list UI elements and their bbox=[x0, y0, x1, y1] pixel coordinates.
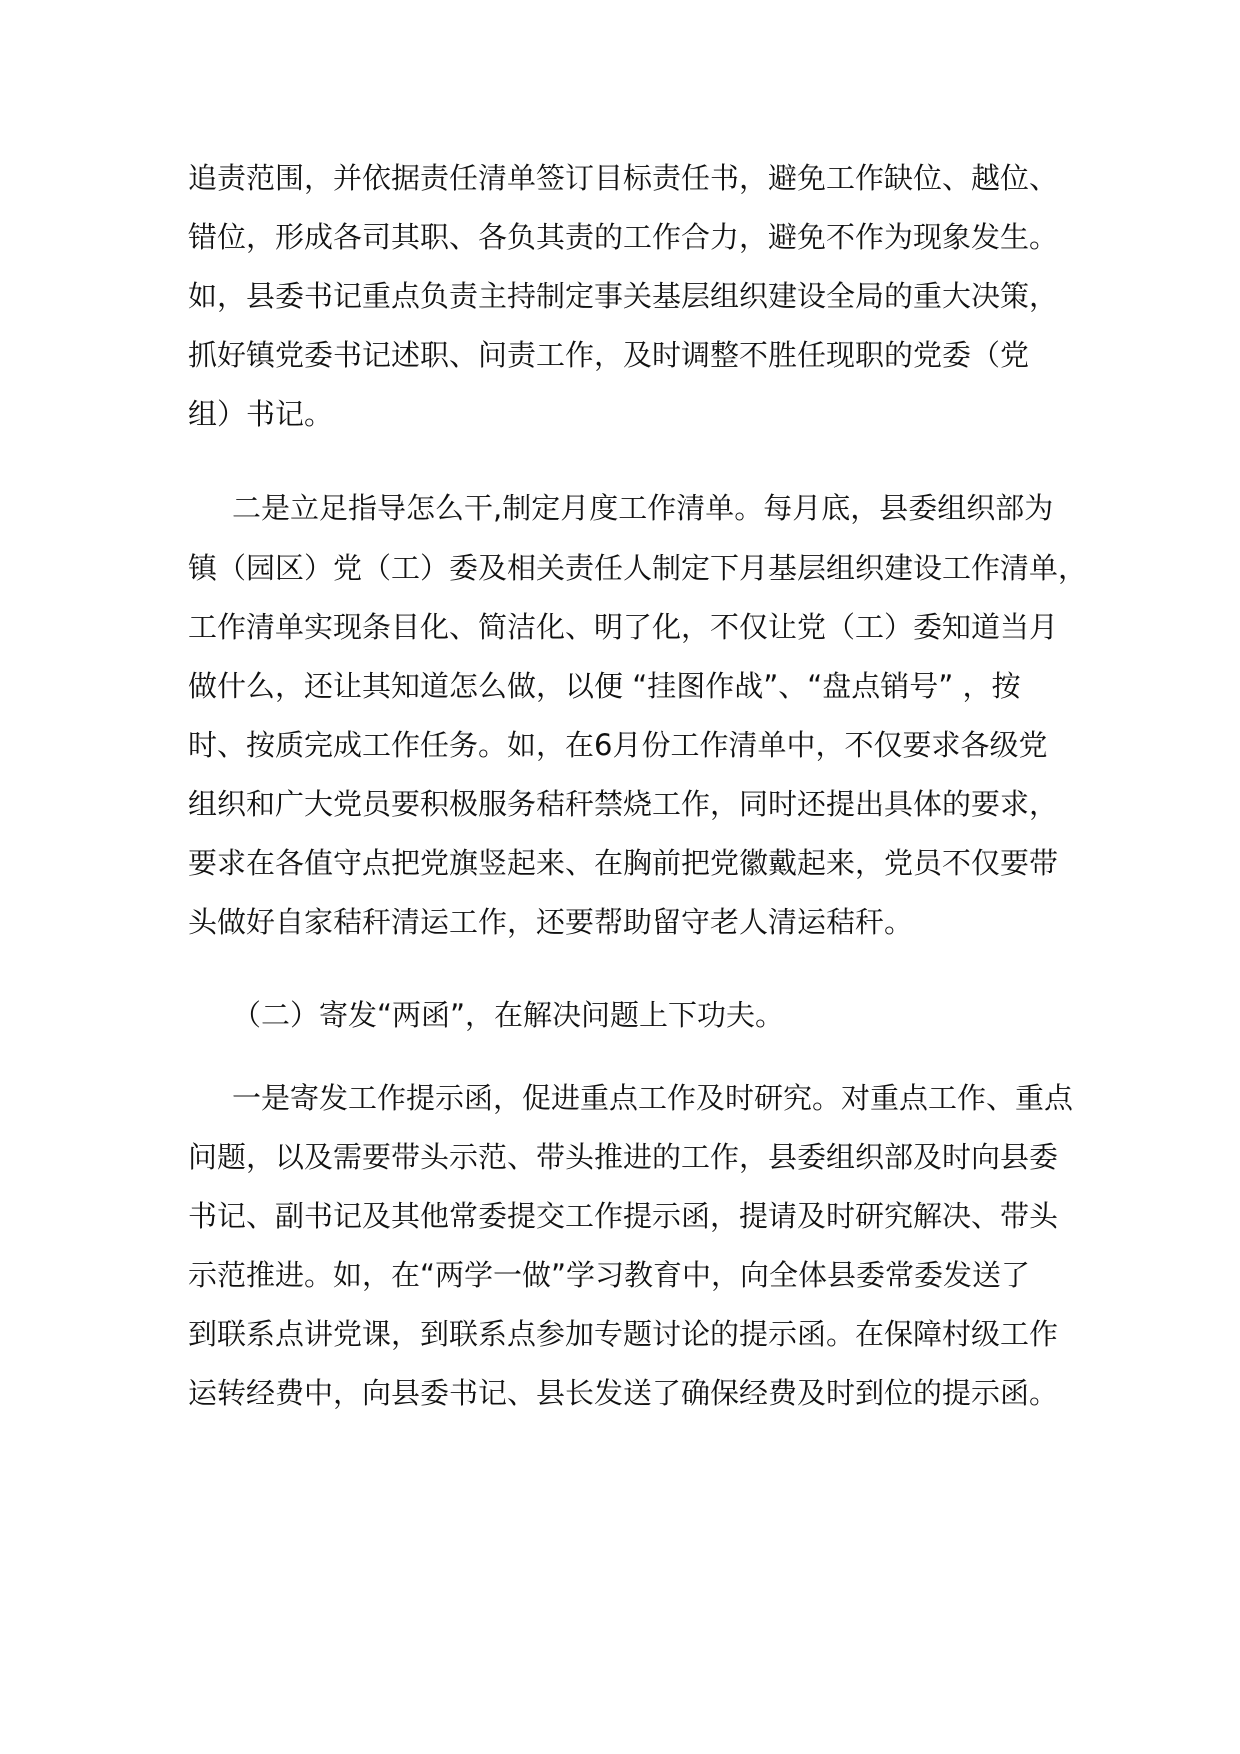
text-line: 问题，以及需要带头示范、带头推进的工作，县委组织部及时向县委 bbox=[188, 1140, 1059, 1174]
text-line: 抓好镇党委书记述职、问责工作，及时调整不胜任现职的党委（党 bbox=[188, 338, 1030, 372]
text-line: 要求在各值守点把党旗竖起来、在胸前把党徽戴起来，党员不仅要带 bbox=[188, 846, 1059, 880]
text-line: 到联系点讲党课，到联系点参加专题讨论的提示函。在保障村级工作 bbox=[188, 1317, 1059, 1351]
text-line: 示范推进。如，在“两学一做”学习教育中，向全体县委常委发送了 bbox=[188, 1258, 1031, 1292]
text-line: 时、按质完成工作任务。如，在6月份工作清单中，不仅要求各级党 bbox=[188, 728, 1048, 762]
text-line: 运转经费中，向县委书记、县长发送了确保经费及时到位的提示函。 bbox=[188, 1376, 1059, 1410]
text-line: 追责范围，并依据责任清单签订目标责任书，避免工作缺位、越位、 bbox=[188, 161, 1059, 195]
text-line: 头做好自家秸秆清运工作，还要帮助留守老人清运秸秆。 bbox=[188, 905, 914, 939]
text-line: 书记、副书记及其他常委提交工作提示函，提请及时研究解决、带头 bbox=[188, 1199, 1059, 1233]
paragraph-start-line: 二是立足指导怎么干,制定月度工作清单。每月底，县委组织部为 bbox=[232, 491, 1054, 525]
text-line: 工作清单实现条目化、简洁化、明了化，不仅让党（工）委知道当月 bbox=[188, 610, 1059, 644]
text-line: 做什么，还让其知道怎么做，以便 “挂图作战”、“盘点销号” ，按 bbox=[188, 669, 1021, 703]
paragraph-start-line: 一是寄发工作提示函，促进重点工作及时研究。对重点工作、重点 bbox=[232, 1081, 1074, 1115]
text-line: 组织和广大党员要积极服务秸秆禁烧工作，同时还提出具体的要求， bbox=[188, 787, 1059, 821]
text-line: 组）书记。 bbox=[188, 397, 334, 431]
text-line: 镇（园区）党（工）委及相关责任人制定下月基层组织建设工作清单， bbox=[188, 551, 1088, 585]
section-heading: （二）寄发“两函”，在解决问题上下功夫。 bbox=[232, 998, 785, 1032]
text-line: 错位，形成各司其职、各负其责的工作合力，避免不作为现象发生。 bbox=[188, 220, 1059, 254]
text-line: 如，县委书记重点负责主持制定事关基层组织建设全局的重大决策， bbox=[188, 279, 1059, 313]
